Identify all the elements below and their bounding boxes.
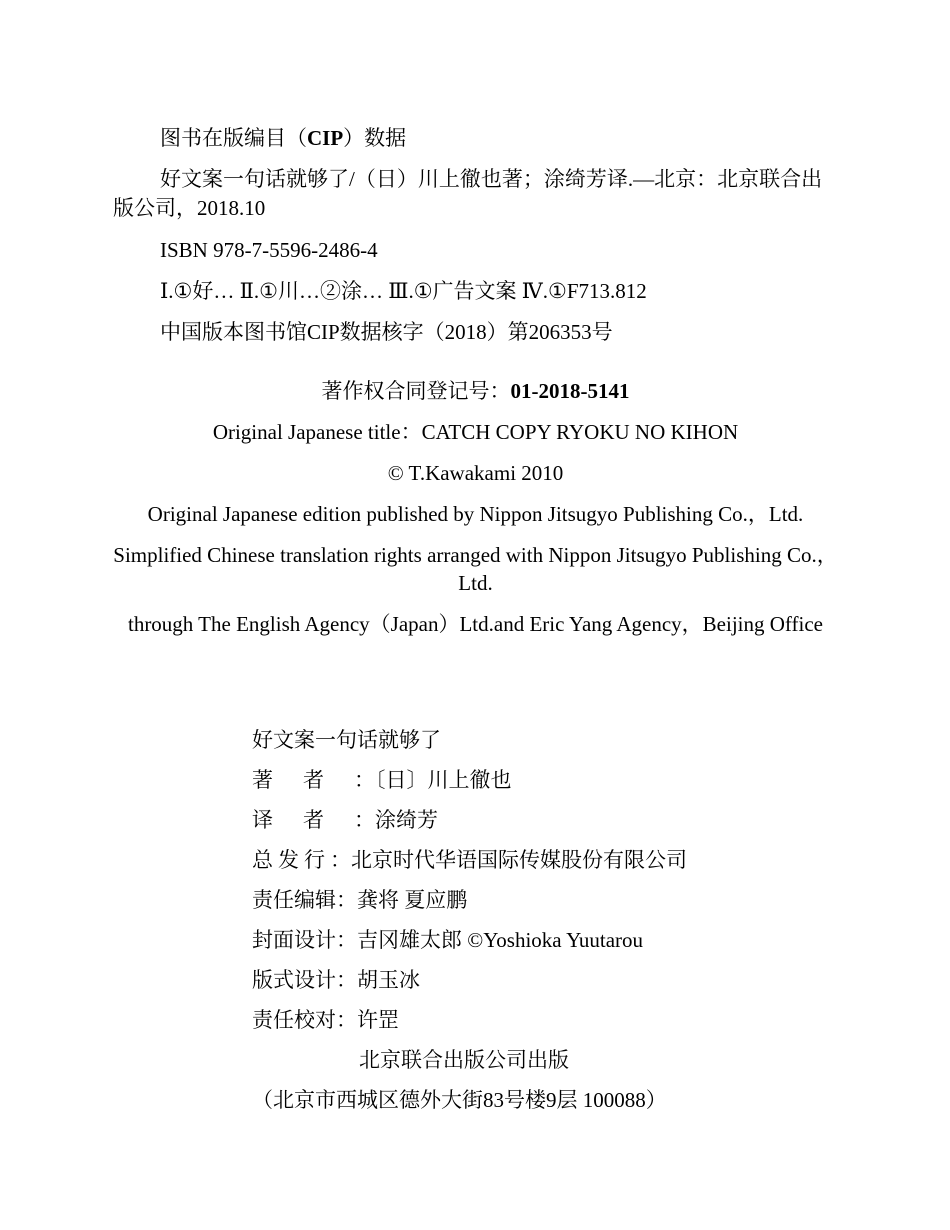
publisher-line: 北京联合出版公司出版 xyxy=(359,1048,569,1072)
rights-block xyxy=(113,377,838,651)
cip-isbn: ISBN 978-7-5596-2486-4 xyxy=(160,238,378,262)
book-title: 好文案一句话就够了 xyxy=(252,728,441,752)
credit-label: 版式设计 xyxy=(252,968,336,992)
credit-editor: 责任编辑：龚将 夏应鹏 xyxy=(252,888,468,912)
credit-distributor: 总发行：北京时代华语国际传媒股份有限公司 xyxy=(252,848,687,872)
credit-label: 封面设计 xyxy=(252,928,336,952)
translation-rights-line: Simplified Chinese translation rights arranged with Nippon Jitsugyo Publishing Co.，Ltd. xyxy=(113,543,838,595)
cip-heading-bold: CIP xyxy=(307,126,344,150)
credit-cover-design: 封面设计：吉冈雄太郎 ©Yoshioka Yuutarou xyxy=(252,928,644,952)
credit-layout-design: 版式设计：胡玉冰 xyxy=(252,968,420,992)
original-title-line: Original Japanese title：CATCH COPY RYOKU NO KIHON xyxy=(212,420,739,444)
credit-author: 著者：〔日〕川上徹也 xyxy=(252,768,512,792)
cip-data-block xyxy=(113,124,828,359)
registration-number: 01-2018-5141 xyxy=(510,379,630,403)
credit-label: 责任编辑 xyxy=(252,888,336,912)
credit-label: 著者 xyxy=(252,768,354,792)
credit-label: 译者 xyxy=(252,808,354,832)
registration-line: 著作权合同登记号：01-2018-5141 xyxy=(321,379,630,403)
credit-label: 责任校对 xyxy=(252,1008,336,1032)
original-edition-line: Original Japanese edition published by Nippon Jitsugyo Publishing Co.，Ltd. xyxy=(147,502,804,526)
publisher-address: （北京市西城区德外大街83号楼9层 100088） xyxy=(252,1088,667,1112)
credit-label: 总发行 xyxy=(252,848,330,872)
agency-line: through The English Agency（Japan）Ltd.and Eric Yang Agency，Beijing Office xyxy=(127,612,824,636)
cip-library-record: 中国版本图书馆CIP数据核字（2018）第206353号 xyxy=(160,320,613,344)
copyright-line: © T.Kawakami 2010 xyxy=(387,461,564,485)
credit-proofreader: 责任校对：许罡 xyxy=(252,1008,399,1032)
credits-block xyxy=(252,726,852,1126)
credit-translator: 译者：涂绮芳 xyxy=(252,808,438,832)
cip-classification: Ⅰ.①好… Ⅱ.①川…②涂… Ⅲ.①广告文案 Ⅳ.①F713.812 xyxy=(160,279,647,303)
cip-heading: 图书在版编目（CIP）数据 xyxy=(160,126,407,150)
cip-title-line: 好文案一句话就够了/（日）川上徹也著；涂绮芳译.—北京：北京联合出版公司，2018.10 xyxy=(113,167,823,220)
